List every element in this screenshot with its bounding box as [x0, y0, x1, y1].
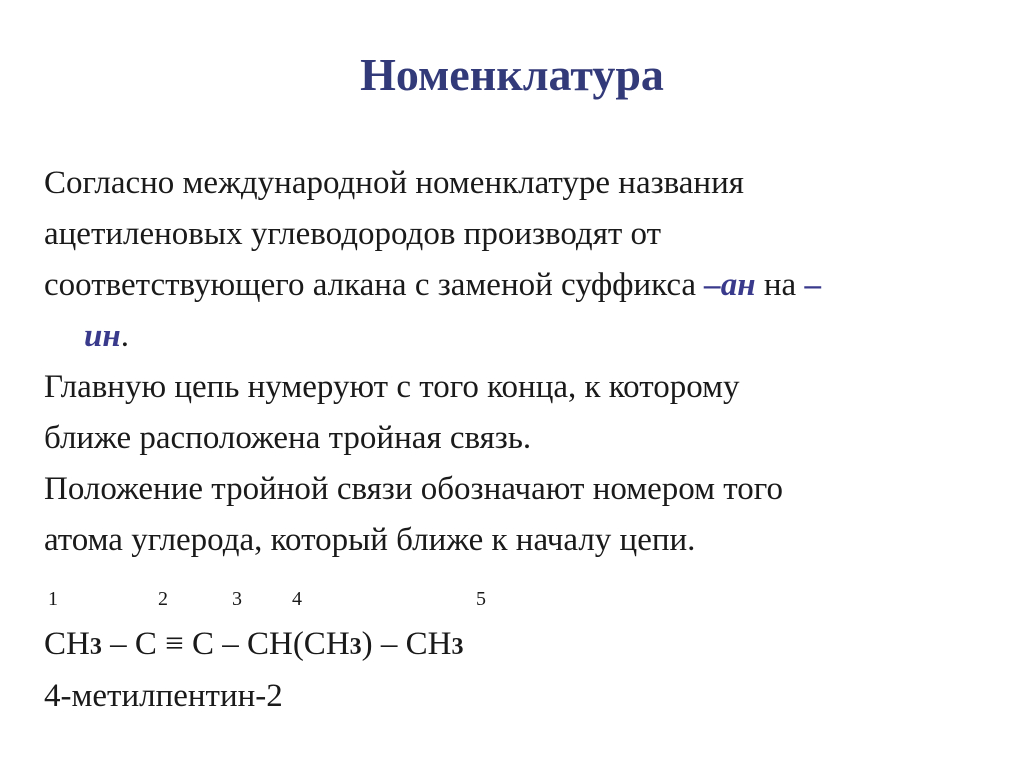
suffix-an: –ан — [704, 267, 756, 303]
slide-body — [44, 158, 1004, 566]
paragraph-3-line-2: атома углерода, который ближе к началу цепи. — [44, 522, 696, 558]
carbon-number-5: 5 — [476, 588, 486, 610]
carbon-number-1: 1 — [48, 588, 58, 610]
compound-name: 4-метилпентин-2 — [44, 678, 283, 714]
paragraph-1-line-1: Согласно международной номенклатуре названия — [44, 165, 744, 201]
carbon-number-4: 4 — [292, 588, 302, 610]
formula-part-1: CH — [44, 626, 90, 662]
paragraph-1-line-3 — [44, 260, 1004, 311]
paragraph-1-connector: на — [755, 267, 805, 303]
formula-part-2: – C ≡ C – CH(CH — [101, 626, 350, 662]
formula-subscript-2: 3 — [349, 634, 362, 660]
formula-part-3: ) – CH — [361, 626, 452, 662]
suffix-dash: – — [804, 267, 821, 303]
paragraph-1-line-2: ацетиленовых углеводородов производят от — [44, 216, 662, 252]
carbon-number-2: 2 — [158, 588, 168, 610]
paragraph-1-line-3-text: соответствующего алкана с заменой суффикса — [44, 267, 705, 303]
paragraph-1-line-4 — [44, 311, 1004, 362]
formula-subscript-3: 3 — [451, 634, 464, 660]
slide-title: Номенклатура — [360, 49, 664, 100]
structural-formula — [44, 626, 464, 663]
formula-subscript-1: 3 — [89, 634, 102, 660]
paragraph-3-line-1: Положение тройной связи обозначают номером того — [44, 471, 783, 507]
paragraph-1-period: . — [120, 318, 129, 354]
carbon-numbering — [44, 588, 644, 618]
paragraph-2-line-2: ближе расположена тройная связь. — [44, 420, 532, 456]
suffix-in: ин — [84, 318, 121, 354]
carbon-number-3: 3 — [232, 588, 242, 610]
paragraph-2-line-1: Главную цепь нумеруют с того конца, к которому — [44, 369, 740, 405]
